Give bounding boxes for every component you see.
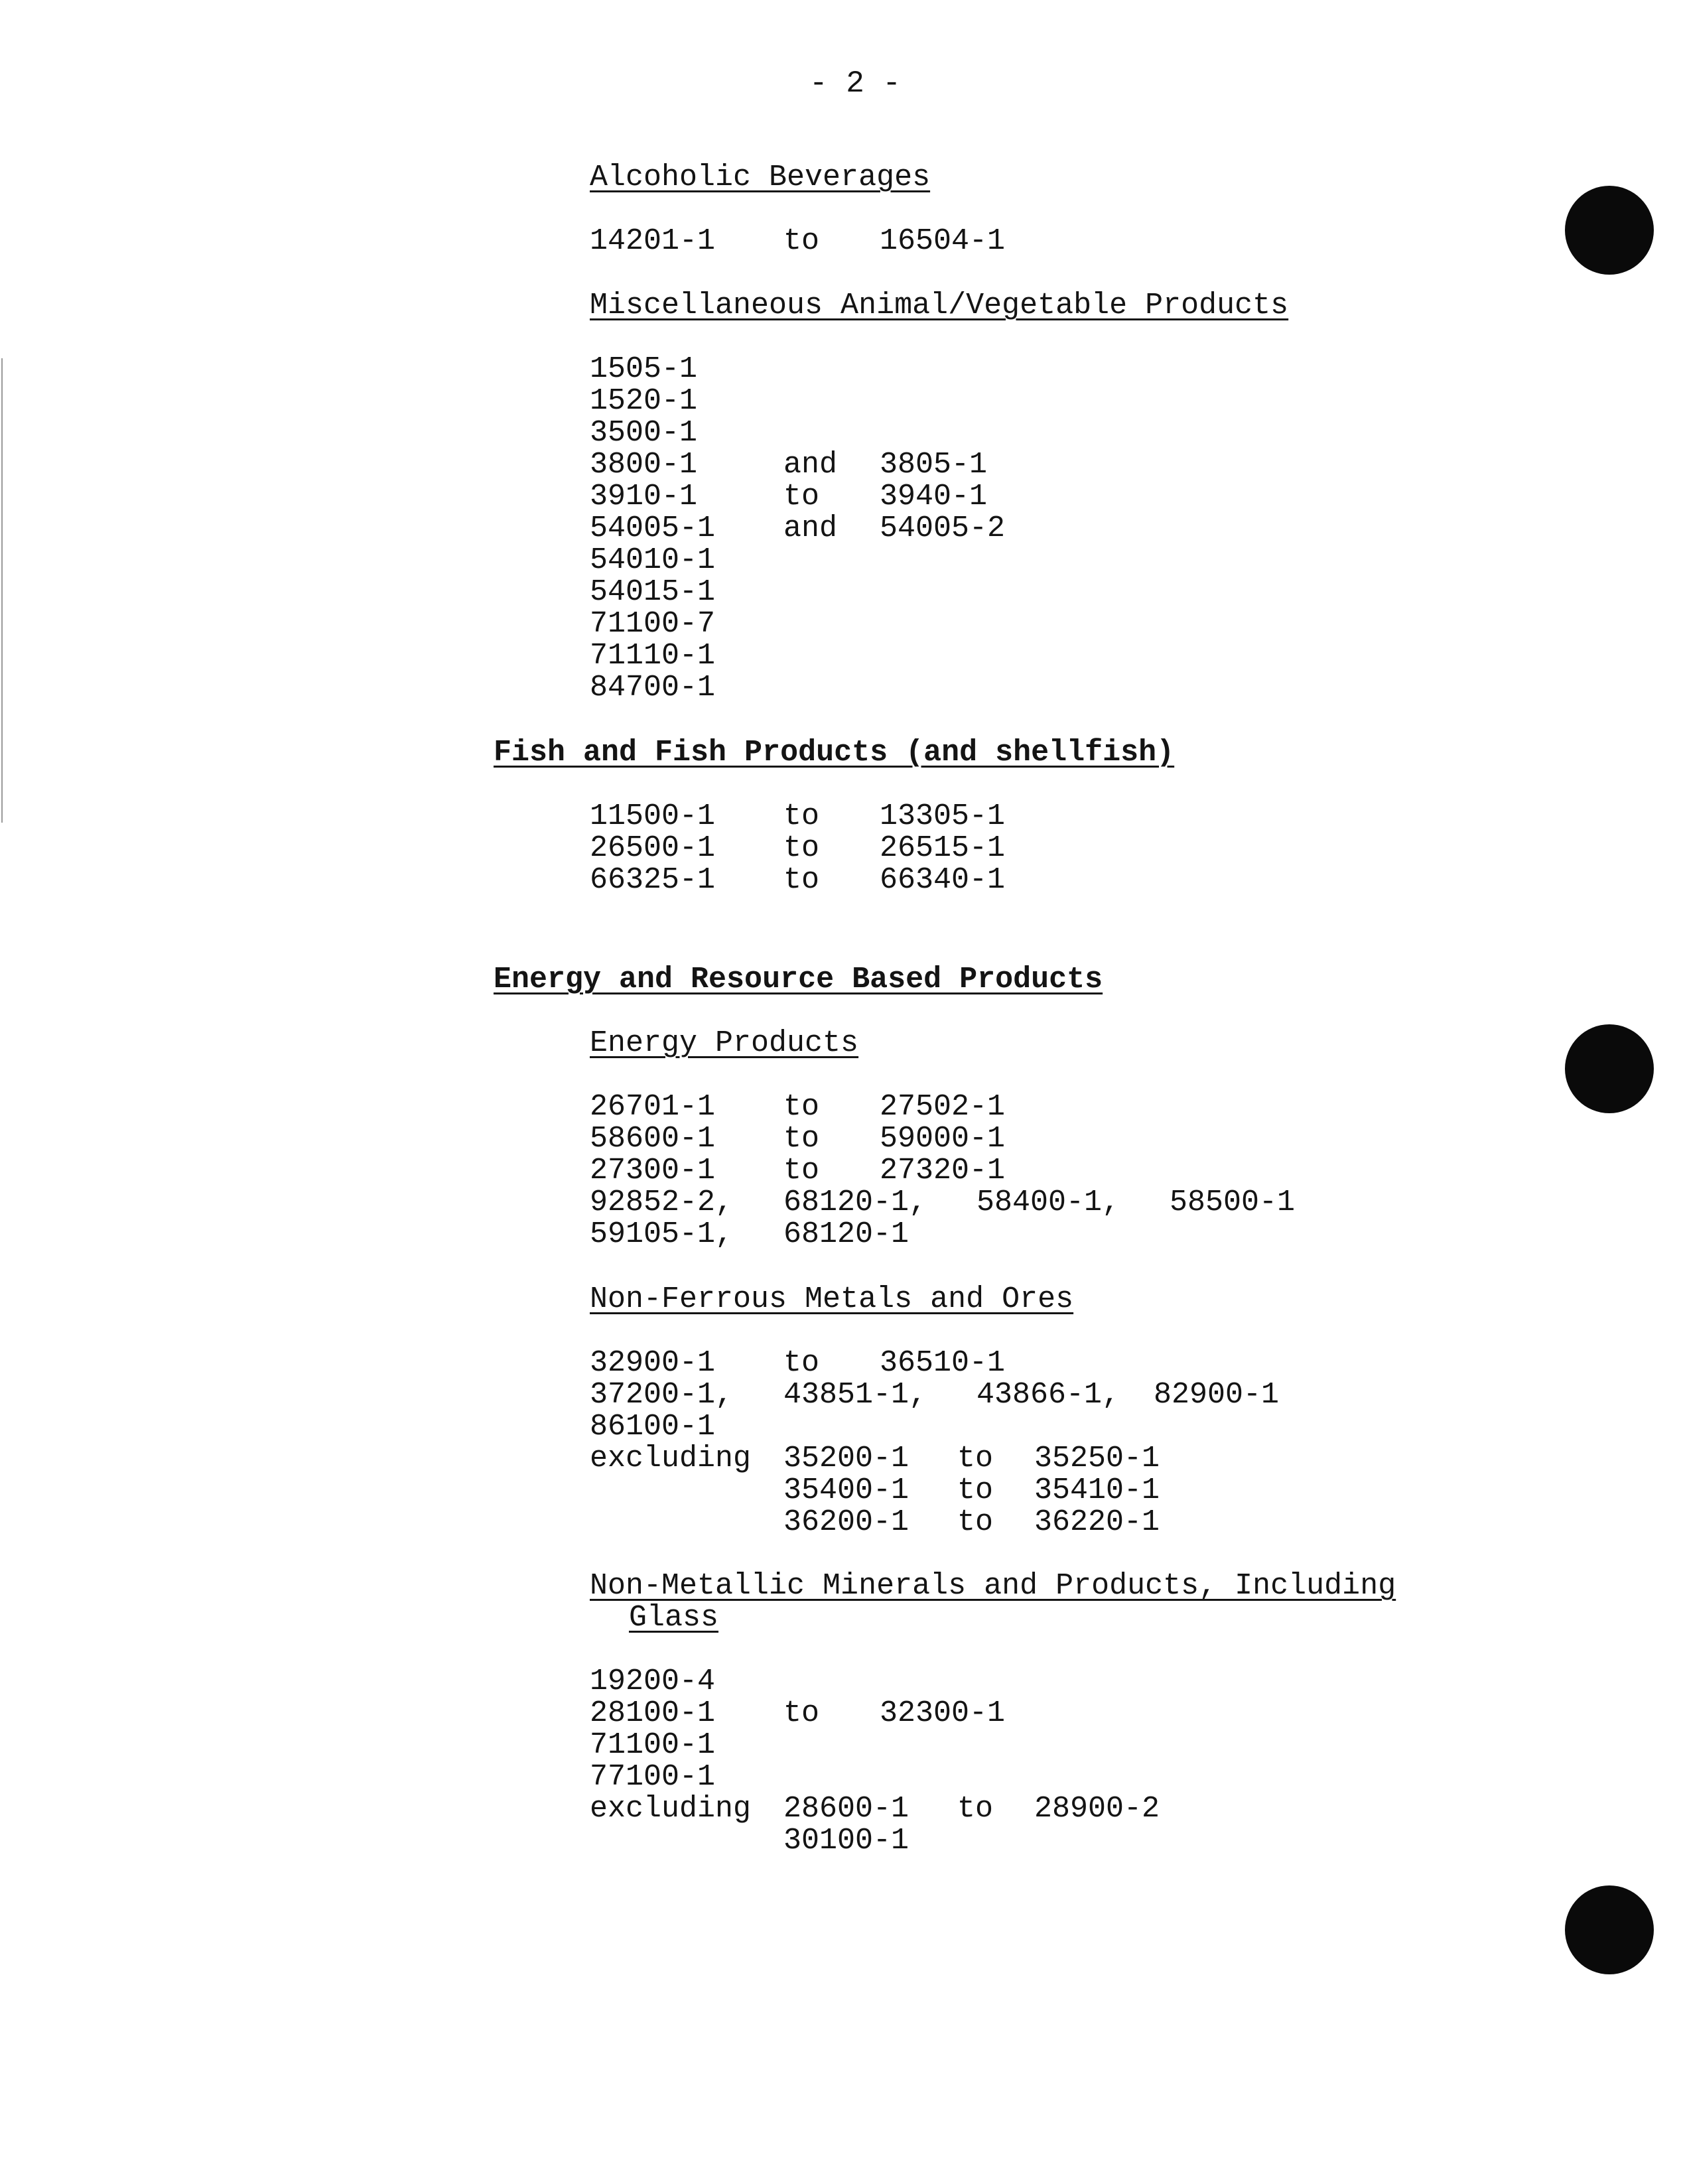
code-end: 36220-1 <box>1034 1505 1160 1539</box>
code-start: 35200-1 <box>783 1442 909 1475</box>
code-start: 54015-1 <box>590 575 716 609</box>
range-word: to <box>783 1122 820 1156</box>
section-heading-miscellaneous: Miscellaneous Animal/Vegetable Products <box>590 289 1289 322</box>
code-row <box>590 448 988 482</box>
section-heading-alcoholic-beverages: Alcoholic Beverages <box>590 161 931 194</box>
subsection-heading-non-metallic: Non-Metallic Minerals and Products, Including <box>590 1569 1396 1603</box>
code-list-row <box>590 1378 1280 1412</box>
code-item: 59105-1, <box>590 1217 734 1251</box>
range-word: and <box>783 512 838 545</box>
code-start: 1505-1 <box>590 352 698 386</box>
subsection-heading-energy-products: Energy Products <box>590 1026 859 1060</box>
code-end: 35250-1 <box>1034 1442 1160 1475</box>
code-row <box>590 1122 1006 1156</box>
code-row <box>590 1696 1006 1730</box>
code-row <box>590 384 698 418</box>
scan-edge-mark <box>1 358 3 823</box>
code-end: 13305-1 <box>880 799 1006 833</box>
code-end: 27502-1 <box>880 1090 1006 1124</box>
code-start: 66325-1 <box>590 863 716 897</box>
code-item: 68120-1, <box>783 1186 927 1219</box>
code-item: 43866-1, <box>976 1378 1120 1412</box>
code-end: 35410-1 <box>1034 1473 1160 1507</box>
code-start: 77100-1 <box>590 1760 716 1794</box>
excluding-row <box>590 1824 909 1858</box>
range-word: to <box>783 1154 820 1188</box>
code-start: 54005-1 <box>590 512 716 545</box>
code-row <box>590 1346 1006 1380</box>
code-end: 3940-1 <box>880 480 988 513</box>
excluding-row <box>590 1792 1160 1826</box>
code-row <box>590 543 716 577</box>
code-start: 27300-1 <box>590 1154 716 1188</box>
excluding-row <box>590 1473 1160 1507</box>
code-row <box>590 639 716 673</box>
range-word: to <box>783 1090 820 1124</box>
excluding-row <box>590 1442 1160 1475</box>
code-item: 43851-1, <box>783 1378 927 1412</box>
code-row <box>590 1410 716 1444</box>
code-item: 82900-1 <box>1154 1378 1280 1412</box>
code-row <box>590 831 1006 865</box>
code-item: 58400-1, <box>976 1186 1120 1219</box>
range-word: to <box>783 863 820 897</box>
range-word: to <box>783 480 820 513</box>
range-word: to <box>783 224 820 258</box>
code-start: 35400-1 <box>783 1473 909 1507</box>
subsection-heading-non-metallic-line2: Glass <box>629 1601 719 1635</box>
code-list-row <box>590 1186 1296 1219</box>
code-list-row <box>590 1217 909 1251</box>
code-start: 11500-1 <box>590 799 716 833</box>
code-row <box>590 863 1006 897</box>
code-end: 27320-1 <box>880 1154 1006 1188</box>
punch-hole-bottom <box>1565 1885 1654 1974</box>
code-start: 26701-1 <box>590 1090 716 1124</box>
range-word: to <box>783 831 820 865</box>
range-word: to <box>783 1696 820 1730</box>
range-word: to <box>957 1792 994 1826</box>
code-start: 28600-1 <box>783 1792 909 1826</box>
code-row <box>590 607 716 641</box>
code-end: 16504-1 <box>880 224 1006 258</box>
code-item: 68120-1 <box>783 1217 909 1251</box>
code-start: 58600-1 <box>590 1122 716 1156</box>
code-item: 58500-1 <box>1170 1186 1296 1219</box>
code-row <box>590 1728 716 1762</box>
code-end: 59000-1 <box>880 1122 1006 1156</box>
code-start: 86100-1 <box>590 1410 716 1444</box>
code-start: 71110-1 <box>590 639 716 673</box>
code-start: 1520-1 <box>590 384 698 418</box>
range-word: to <box>783 799 820 833</box>
code-end: 54005-2 <box>880 512 1006 545</box>
code-row <box>590 1090 1006 1124</box>
code-start: 30100-1 <box>783 1824 909 1858</box>
page-number: - 2 - <box>809 66 902 101</box>
code-row <box>590 1665 716 1698</box>
code-row <box>590 480 988 513</box>
range-word: to <box>783 1346 820 1380</box>
code-start: 19200-4 <box>590 1665 716 1698</box>
range-word: to <box>957 1473 994 1507</box>
code-row <box>590 416 698 450</box>
code-start: 71100-1 <box>590 1728 716 1762</box>
code-item: 92852-2, <box>590 1186 734 1219</box>
code-start: 84700-1 <box>590 671 716 705</box>
code-row <box>590 224 1006 258</box>
code-end: 36510-1 <box>880 1346 1006 1380</box>
code-row <box>590 575 716 609</box>
range-word: to <box>957 1505 994 1539</box>
excluding-label: excluding <box>590 1792 752 1826</box>
range-word: to <box>957 1442 994 1475</box>
code-end: 66340-1 <box>880 863 1006 897</box>
code-start: 28100-1 <box>590 1696 716 1730</box>
code-row <box>590 1760 716 1794</box>
code-start: 71100-7 <box>590 607 716 641</box>
code-end: 32300-1 <box>880 1696 1006 1730</box>
code-start: 14201-1 <box>590 224 716 258</box>
code-row <box>590 799 1006 833</box>
code-row <box>590 1154 1006 1188</box>
code-row <box>590 512 1006 545</box>
code-end: 26515-1 <box>880 831 1006 865</box>
punch-hole-middle <box>1565 1024 1654 1113</box>
code-item: 37200-1, <box>590 1378 734 1412</box>
section-heading-fish: Fish and Fish Products (and shellfish) <box>494 736 1175 770</box>
code-end: 3805-1 <box>880 448 988 482</box>
code-row <box>590 671 716 705</box>
code-end: 28900-2 <box>1034 1792 1160 1826</box>
code-start: 3500-1 <box>590 416 698 450</box>
range-word: and <box>783 448 838 482</box>
code-start: 36200-1 <box>783 1505 909 1539</box>
code-start: 32900-1 <box>590 1346 716 1380</box>
section-heading-energy-resource: Energy and Resource Based Products <box>494 963 1103 996</box>
code-start: 3800-1 <box>590 448 698 482</box>
subsection-heading-non-ferrous: Non-Ferrous Metals and Ores <box>590 1282 1074 1316</box>
excluding-row <box>590 1505 1160 1539</box>
excluding-label: excluding <box>590 1442 752 1475</box>
code-row <box>590 352 698 386</box>
code-start: 54010-1 <box>590 543 716 577</box>
code-start: 3910-1 <box>590 480 698 513</box>
code-start: 26500-1 <box>590 831 716 865</box>
punch-hole-top <box>1565 186 1654 275</box>
